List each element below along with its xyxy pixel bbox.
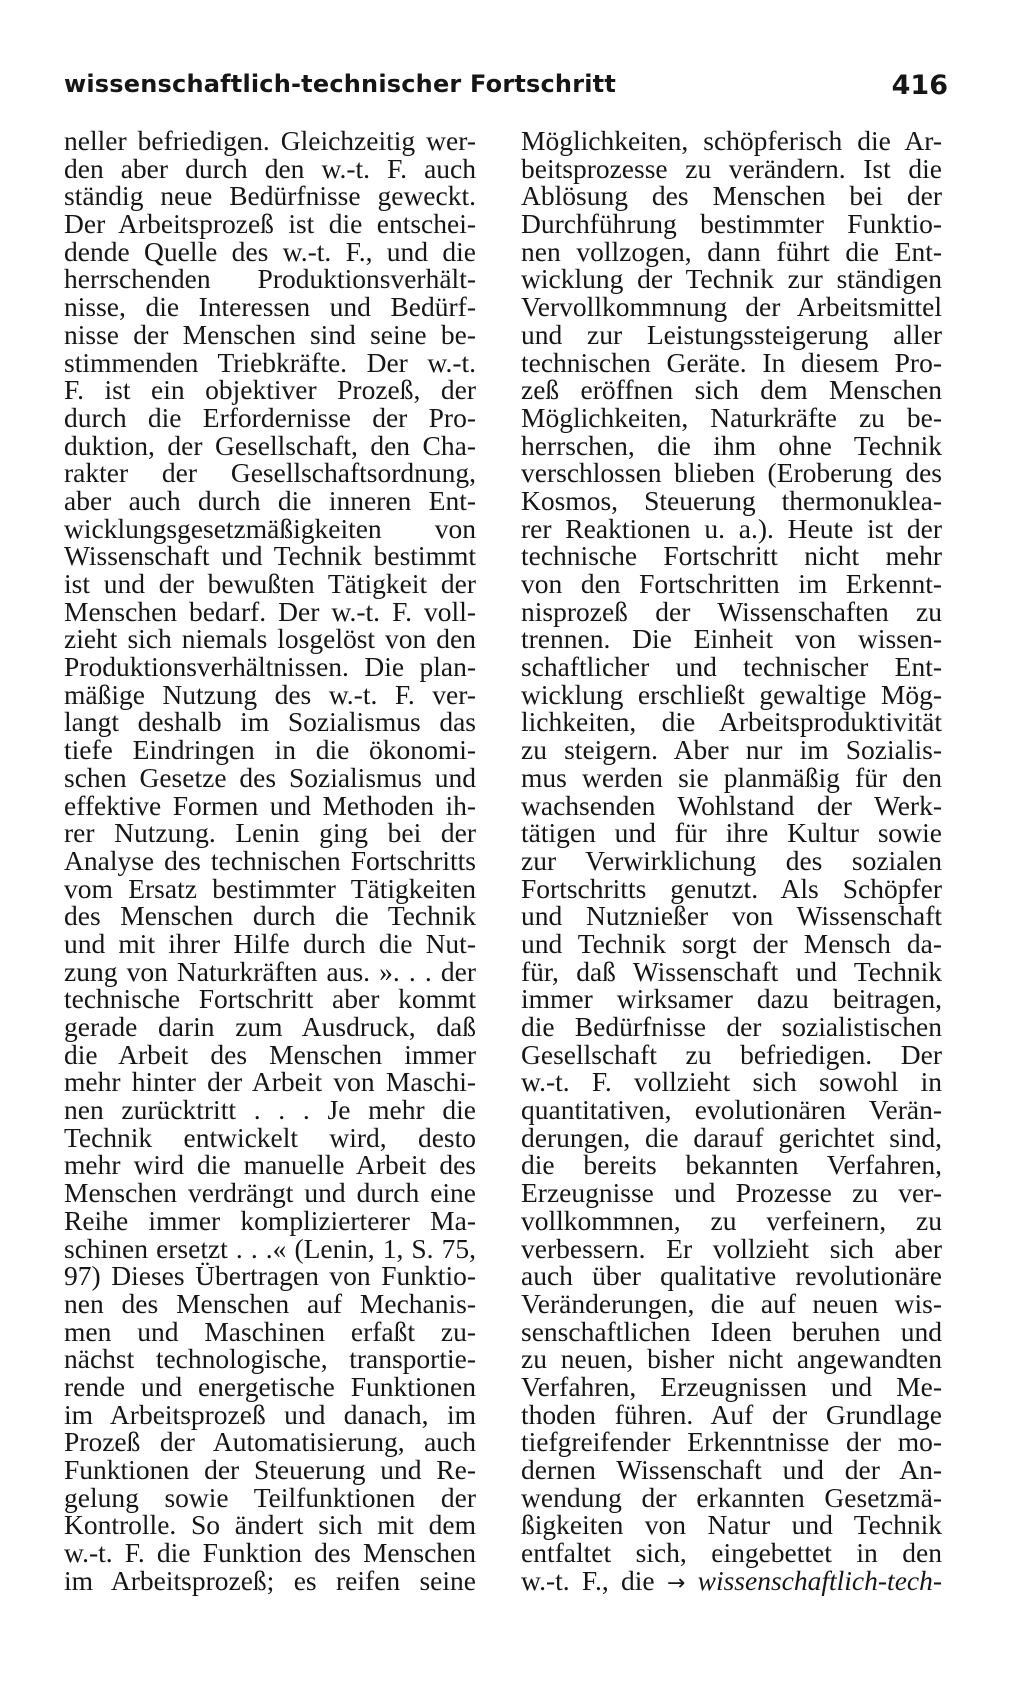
text-line: stimmenden Triebkräfte. Der w.-t. [64, 346, 476, 378]
text-line: vom Ersatz bestimmter Tätigkeiten [64, 872, 476, 904]
text-line: herrschenden Produktionsverhält- [64, 263, 476, 295]
running-head: wissenschaftlich-technischer Fortschritt [64, 70, 617, 98]
text-line: technischen Geräte. In diesem Pro- [521, 346, 942, 378]
text-line: rakter der Gesellschaftsordnung, [64, 457, 476, 489]
text-line: ist und der bewußten Tätigkeit der [64, 568, 476, 599]
text-line: von den Fortschritten im Erkennt- [521, 568, 942, 599]
text-line: Durchführung bestimmter Funktio- [521, 208, 942, 240]
text-line: wicklung der Technik zur ständigen [521, 263, 942, 295]
text-line: Technik entwickelt wird, desto [64, 1121, 476, 1153]
page-header [64, 70, 948, 110]
text-line: wicklungsgesetzmäßigkeiten von [64, 512, 476, 544]
text-line: nächst technologische, transportie- [64, 1343, 476, 1375]
text-line: thoden führen. Auf der Grundlage [521, 1398, 942, 1430]
text-line: rer Reaktionen u. a.). Heute ist der [521, 512, 942, 544]
text-line: nen vollzogen, dann führt die Ent- [521, 235, 942, 267]
text-line: und Nutznießer von Wissenschaft [521, 900, 942, 932]
text-line: langt deshalb im Sozialismus das [64, 706, 476, 738]
text-line: Kosmos, Steuerung thermonuklea- [521, 484, 942, 516]
text-line: Vervollkommnung der Arbeitsmittel [521, 291, 942, 323]
text-line: zu neuen, bisher nicht angewandten [521, 1343, 942, 1375]
page-number: 416 [891, 70, 948, 101]
text-line: Möglichkeiten, Naturkräfte zu be- [521, 401, 942, 433]
text-column-left [64, 127, 476, 1594]
text-line: derungen, die darauf gerichtet sind, [521, 1121, 942, 1153]
text-line: gerade darin zum Ausdruck, daß [64, 1011, 476, 1042]
text-line: des Menschen durch die Technik [64, 900, 476, 932]
text-fragment: w.-t. F., die [521, 1564, 655, 1596]
text-line: duktion, der Gesellschaft, den Cha- [64, 429, 476, 461]
text-line: Menschen verdrängt und durch eine [64, 1177, 476, 1209]
text-line: vollkommnen, zu verfeinern, zu [521, 1204, 942, 1236]
text-line: Erzeugnisse und Prozesse zu ver- [521, 1177, 942, 1209]
text-line: Menschen bedarf. Der w.-t. F. voll- [64, 595, 476, 627]
text-line: trennen. Die Einheit von wissen- [521, 623, 942, 655]
text-line: effektive Formen und Methoden ih- [64, 789, 476, 821]
text-line: beitsprozesse zu verändern. Ist die [521, 152, 942, 184]
text-line: Analyse des technischen Fortschritts [64, 844, 476, 876]
text-line: zieht sich niemals losgelöst von den [64, 623, 476, 655]
text-line: den aber durch den w.-t. F. auch [64, 152, 476, 184]
text-line: rende und energetische Funktionen [64, 1370, 476, 1402]
text-line: herrschen, die ihm ohne Technik [521, 429, 942, 461]
text-line: gelung sowie Teilfunktionen der [64, 1481, 476, 1513]
text-line: die bereits bekannten Verfahren, [521, 1149, 942, 1181]
text-line: wachsenden Wohlstand der Werk- [521, 789, 942, 821]
text-line: immer wirksamer dazu beitragen, [521, 983, 942, 1015]
text-line: ßigkeiten von Natur und Technik [521, 1509, 942, 1541]
text-line: Fortschritts genutzt. Als Schöpfer [521, 872, 942, 904]
text-line: Möglichkeiten, schöpferisch die Ar- [521, 125, 942, 156]
text-column-right [521, 127, 942, 1594]
text-line: Reihe immer komplizierterer Ma- [64, 1204, 476, 1236]
text-line: mäßige Nutzung des w.-t. F. ver- [64, 678, 476, 710]
text-line: mus werden sie planmäßig für den [521, 761, 942, 793]
text-line: mehr hinter der Arbeit von Maschi- [64, 1066, 476, 1098]
text-line: und zur Leistungssteigerung aller [521, 318, 942, 350]
text-line: technische Fortschritt nicht mehr [521, 540, 942, 572]
text-line: die Bedürfnisse der sozialistischen [521, 1011, 942, 1042]
text-line: ständig neue Bedürfnisse geweckt. [64, 180, 476, 212]
text-line: quantitativen, evolutionären Verän- [521, 1094, 942, 1126]
text-line: tiefe Eindringen in die ökonomi- [64, 734, 476, 766]
text-line: tätigen und für ihre Kultur sowie [521, 817, 942, 849]
text-line: zur Verwirklichung des sozialen [521, 844, 942, 876]
text-line: dende Quelle des w.-t. F., und die [64, 235, 476, 267]
text-line: im Arbeitsprozeß; es reifen seine [64, 1564, 476, 1596]
text-line: Ablösung des Menschen bei der [521, 180, 942, 212]
text-line: rer Nutzung. Lenin ging bei der [64, 817, 476, 849]
text-line: technische Fortschritt aber kommt [64, 983, 476, 1015]
text-line: aber auch durch die inneren Ent- [64, 484, 476, 516]
text-line: F. ist ein objektiver Prozeß, der [64, 374, 476, 406]
text-line: w.-t. F. die Funktion des Menschen [64, 1537, 476, 1569]
text-line: nen des Menschen auf Mechanis- [64, 1287, 476, 1319]
text-line: tiefgreifender Erkenntnisse der mo- [521, 1426, 942, 1458]
text-line: Der Arbeitsprozeß ist die entschei- [64, 208, 476, 240]
text-line: mehr wird die manuelle Arbeit des [64, 1149, 476, 1181]
text-line: auch über qualitative revolutionäre [521, 1260, 942, 1292]
text-line: im Arbeitsprozeß und danach, im [64, 1398, 476, 1430]
text-line: zung von Naturkräften aus. ». . . der [64, 955, 476, 987]
text-line: verschlossen blieben (Eroberung des [521, 457, 942, 489]
text-line: wicklung erschließt gewaltige Mög- [521, 678, 942, 710]
text-line: nisprozeß der Wissenschaften zu [521, 595, 942, 627]
text-line: und Technik sorgt der Mensch da- [521, 927, 942, 959]
text-line: Veränderungen, die auf neuen wis- [521, 1287, 942, 1319]
text-line: nen zurücktritt . . . Je mehr die [64, 1094, 476, 1126]
text-line: nisse der Menschen sind seine be- [64, 318, 476, 350]
text-line: Gesellschaft zu befriedigen. Der [521, 1038, 942, 1070]
text-line: men und Maschinen erfaßt zu- [64, 1315, 476, 1347]
text-line: die Arbeit des Menschen immer [64, 1038, 476, 1070]
cross-reference-link[interactable]: wissenschaftlich-tech- [697, 1564, 943, 1596]
text-line: schinen ersetzt . . .« (Lenin, 1, S. 75, [64, 1232, 476, 1264]
text-line: für, daß Wissenschaft und Technik [521, 955, 942, 987]
text-line: lichkeiten, die Arbeitsproduktivität [521, 706, 942, 738]
text-line: dernen Wissenschaft und der An- [521, 1454, 942, 1485]
text-line: verbessern. Er vollzieht sich aber [521, 1232, 942, 1264]
text-line: schaftlicher und technischer Ent- [521, 651, 942, 683]
text-line: wendung der erkannten Gesetzmä- [521, 1481, 942, 1513]
text-line: Prozeß der Automatisierung, auch [64, 1426, 476, 1458]
text-line: w.-t. F. vollzieht sich sowohl in [521, 1066, 942, 1098]
text-line: zeß eröffnen sich dem Menschen [521, 374, 942, 406]
text-line: Produktionsverhältnissen. Die plan- [64, 651, 476, 683]
text-line: und mit ihrer Hilfe durch die Nut- [64, 927, 476, 959]
text-line: entfaltet sich, eingebettet in den [521, 1537, 942, 1569]
cross-reference-arrow-icon: → [666, 1570, 686, 1596]
text-line: schen Gesetze des Sozialismus und [64, 761, 476, 793]
text-line: nisse, die Interessen und Bedürf- [64, 291, 476, 323]
text-line: Funktionen der Steuerung und Re- [64, 1454, 476, 1485]
text-line: zu steigern. Aber nur im Sozialis- [521, 734, 942, 766]
text-line: neller befriedigen. Gleichzeitig wer- [64, 125, 476, 156]
text-line: Verfahren, Erzeugnissen und Me- [521, 1370, 942, 1402]
text-line-last [521, 1564, 943, 1596]
text-line: durch die Erfordernisse der Pro- [64, 401, 476, 433]
text-line: 97) Dieses Übertragen von Funktio- [64, 1260, 476, 1292]
text-line: Wissenschaft und Technik bestimmt [64, 540, 476, 572]
text-line: Kontrolle. So ändert sich mit dem [64, 1509, 476, 1541]
text-line: senschaftlichen Ideen beruhen und [521, 1315, 942, 1347]
